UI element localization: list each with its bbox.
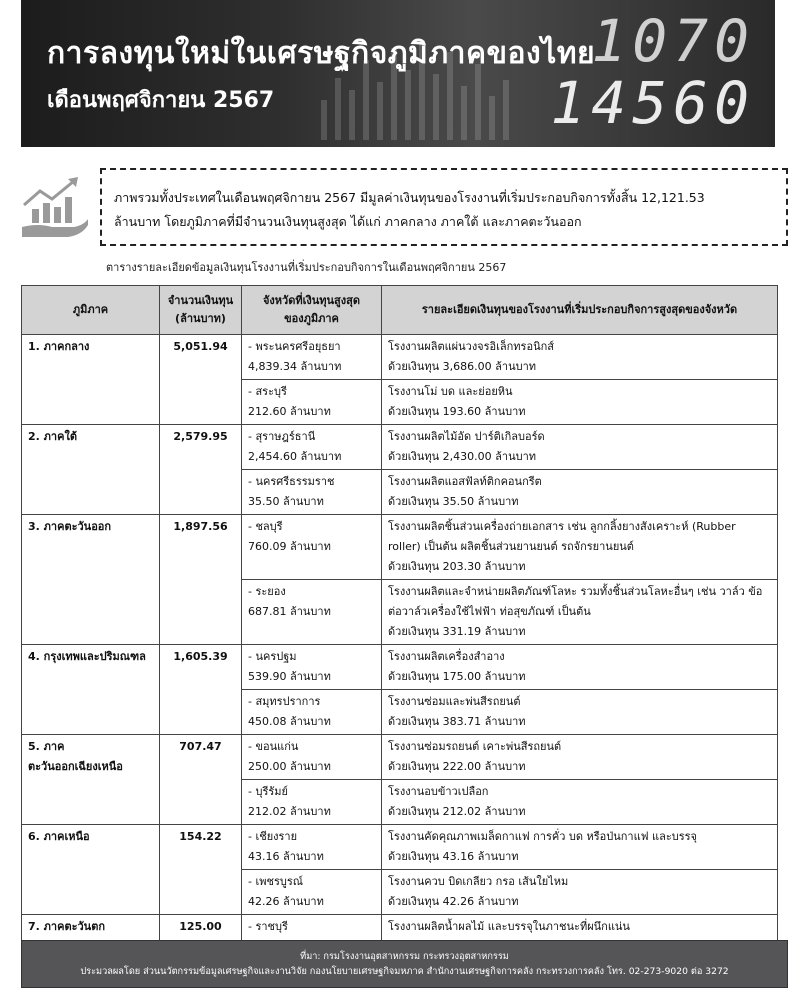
- province-cell: - สมุทรปราการ 450.08 ล้านบาท: [242, 690, 382, 735]
- summary-line-2: ล้านบาท โดยภูมิภาคที่มีจำนวนเงินทุนสูงสุด ได้แก่ ภาคกลาง ภาคใต้ และภาคตะวันออก: [114, 214, 582, 229]
- province-cell: - พระนครศรีอยุธยา 4,839.34 ล้านบาท: [242, 335, 382, 380]
- summary-line-1: ภาพรวมทั้งประเทศในเดือนพฤศจิกายน 2567 มีมูลค่าเงินทุนของโรงงานที่เริ่มประกอบกิจการทั้งสิ้น 12,121.53: [114, 190, 705, 205]
- detail-cell: โรงงานซ่อมและพ่นสีรถยนต์ ด้วยเงินทุน 383.71 ล้านบาท: [382, 690, 778, 735]
- detail-cell: โรงงานผลิตน้ำผลไม้ และบรรจุในภาชนะที่ผนึกแน่น: [382, 915, 778, 960]
- province-cell: - ชลบุรี 760.09 ล้านบาท: [242, 515, 382, 580]
- province-cell: - นครปฐม 539.90 ล้านบาท: [242, 645, 382, 690]
- investment-table: [21, 285, 778, 960]
- table-row: [22, 825, 778, 870]
- table-row: [22, 335, 778, 380]
- page-subtitle: เดือนพฤศจิกายน 2567: [47, 88, 275, 113]
- detail-cell: โรงงานผลิตชิ้นส่วนเครื่องถ่ายเอกสาร เช่น ลูกกลิ้งยางสังเคราะห์ (Rubber roller) เป็นต้น ผลิตชิ้นส่วนยานยนต์ รถจักรยานยนต์ ด้วยเงินทุน 203.30 ล้านบาท: [382, 515, 778, 580]
- detail-cell: โรงงานผลิตแผ่นวงจรอิเล็กทรอนิกส์ ด้วยเงินทุน 3,686.00 ล้านบาท: [382, 335, 778, 380]
- region-cell: 1. ภาคกลาง: [22, 335, 160, 425]
- table-row: [22, 645, 778, 690]
- footer-processed-by: ประมวลผลโดย ส่วนนวัตกรรมข้อมูลเศรษฐกิจและงานวิจัย กองนโยบายเศรษฐกิจมหภาค สำนักงานเศรษฐกิจการคลัง กระทรวงการคลัง โทร. 02-273-9020 ต่อ 3272: [80, 966, 729, 977]
- background-ticker-digits: 1070 14560: [550, 7, 755, 137]
- detail-cell: โรงงานผลิตและจำหน่ายผลิตภัณฑ์โลหะ รวมทั้งชิ้นส่วนโลหะอื่นๆ เช่น วาล์ว ข้อ ต่อวาล์วเครื่องใช้ไฟฟ้า ท่อสุขภัณฑ์ เป็นต้น ด้วยเงินทุน 331.19 ล้านบาท: [382, 580, 778, 645]
- province-cell: - เชียงราย 43.16 ล้านบาท: [242, 825, 382, 870]
- table-header-row: [22, 286, 778, 335]
- page-title: การลงทุนใหม่ในเศรษฐกิจภูมิภาคของไทย: [47, 36, 596, 71]
- detail-cell: โรงงานซ่อมรถยนต์ เคาะพ่นสีรถยนต์ ด้วยเงินทุน 222.00 ล้านบาท: [382, 735, 778, 780]
- detail-cell: โรงงานผลิตเครื่องสำอาง ด้วยเงินทุน 175.00 ล้านบาท: [382, 645, 778, 690]
- region-cell: 2. ภาคใต้: [22, 425, 160, 515]
- table-row: [22, 515, 778, 580]
- source-footer: [21, 940, 788, 988]
- amount-cell: 125.00: [160, 915, 242, 960]
- summary-box: [100, 168, 788, 246]
- amount-cell: 1,897.56: [160, 515, 242, 645]
- detail-cell: โรงงานคัดคุณภาพเมล็ดกาแฟ การคั่ว บด หรือป่นกาแฟ และบรรจุ ด้วยเงินทุน 43.16 ล้านบาท: [382, 825, 778, 870]
- amount-cell: 2,579.95: [160, 425, 242, 515]
- province-cell: - ระยอง 687.81 ล้านบาท: [242, 580, 382, 645]
- region-cell: 5. ภาค ตะวันออกเฉียงเหนือ: [22, 735, 160, 825]
- amount-cell: 5,051.94: [160, 335, 242, 425]
- province-cell: - เพชรบูรณ์ 42.26 ล้านบาท: [242, 870, 382, 915]
- province-cell: - สุราษฎร์ธานี 2,454.60 ล้านบาท: [242, 425, 382, 470]
- table-row: [22, 735, 778, 780]
- province-cell: - นครศรีธรรมราช 35.50 ล้านบาท: [242, 470, 382, 515]
- header-region: ภูมิภาค: [22, 286, 160, 335]
- province-cell: - สระบุรี 212.60 ล้านบาท: [242, 380, 382, 425]
- detail-cell: โรงงานโม่ บด และย่อยหิน ด้วยเงินทุน 193.60 ล้านบาท: [382, 380, 778, 425]
- region-cell: 7. ภาคตะวันตก: [22, 915, 160, 960]
- detail-cell: โรงงานผลิตไม้อัด ปาร์ติเกิลบอร์ด ด้วยเงินทุน 2,430.00 ล้านบาท: [382, 425, 778, 470]
- detail-cell: โรงงานอบข้าวเปลือก ด้วยเงินทุน 212.02 ล้านบาท: [382, 780, 778, 825]
- province-cell: - บุรีรัมย์ 212.02 ล้านบาท: [242, 780, 382, 825]
- amount-cell: 154.22: [160, 825, 242, 915]
- region-cell: 6. ภาคเหนือ: [22, 825, 160, 915]
- detail-cell: โรงงานผลิตแอสฟัลท์ติกคอนกรีต ด้วยเงินทุน 35.50 ล้านบาท: [382, 470, 778, 515]
- amount-cell: 1,605.39: [160, 645, 242, 735]
- amount-cell: 707.47: [160, 735, 242, 825]
- table-caption: ตารางรายละเอียดข้อมูลเงินทุนโรงงานที่เริ่มประกอบกิจการในเดือนพฤศจิกายน 2567: [106, 261, 507, 274]
- header-amount: จำนวนเงินทุน (ล้านบาท): [160, 286, 242, 335]
- detail-cell: โรงงานควบ บิดเกลียว กรอ เส้นใยไหม ด้วยเงินทุน 42.26 ล้านบาท: [382, 870, 778, 915]
- province-cell: - ขอนแก่น 250.00 ล้านบาท: [242, 735, 382, 780]
- region-cell: 4. กรุงเทพและปริมณฑล: [22, 645, 160, 735]
- growth-chart-hand-icon: [18, 175, 92, 241]
- province-cell: - ราชบุรี: [242, 915, 382, 960]
- header-banner: [21, 0, 775, 147]
- region-cell: 3. ภาคตะวันออก: [22, 515, 160, 645]
- footer-source: ที่มา: กรมโรงงานอุตสาหกรรม กระทรวงอุตสาหกรรม: [300, 951, 509, 962]
- header-detail: รายละเอียดเงินทุนของโรงงานที่เริ่มประกอบกิจการสูงสุดของจังหวัด: [382, 286, 778, 335]
- table-row: [22, 425, 778, 470]
- header-province: จังหวัดที่เงินทุนสูงสุด ของภูมิภาค: [242, 286, 382, 335]
